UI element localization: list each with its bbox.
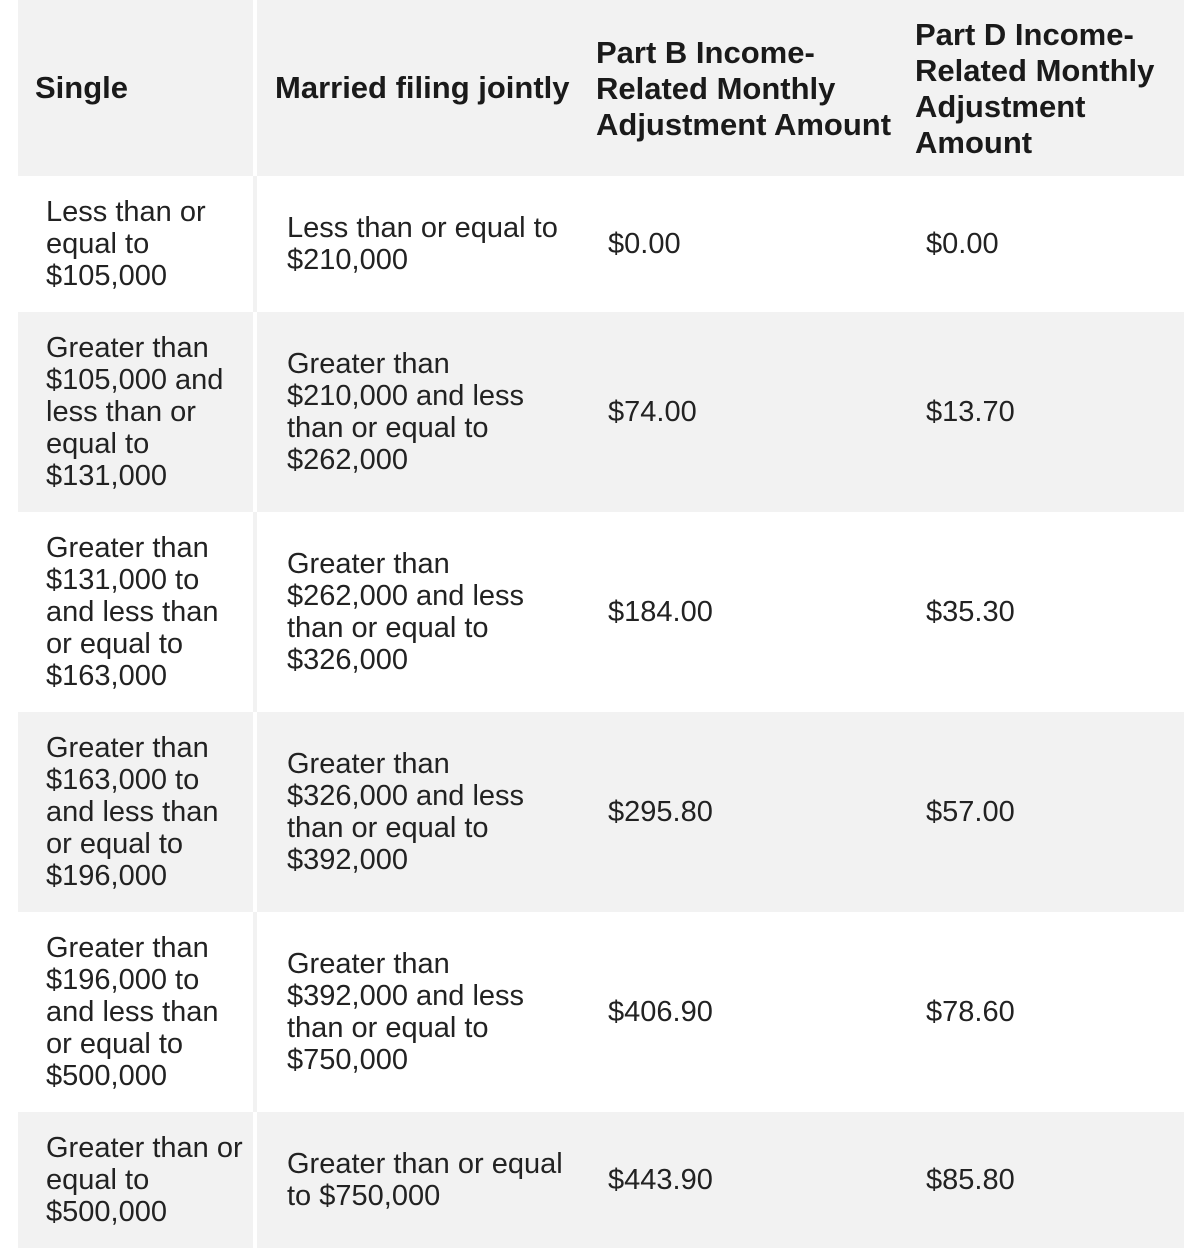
header-part-b-irmaa: Part B Income-Related Monthly Adjustment Amount [578,0,896,176]
cell-part-d-amount: $0.00 [896,176,1184,312]
cell-married-filing-jointly: Greater than or equal to $750,000 [255,1112,578,1248]
cell-single: Greater than or equal to $500,000 [18,1112,255,1248]
header-row [18,0,1184,176]
table-row [18,512,1184,712]
cell-single: Greater than $105,000 and less than or equal to $131,000 [18,312,255,512]
cell-married-filing-jointly: Less than or equal to $210,000 [255,176,578,312]
table-header [18,0,1184,176]
cell-married-filing-jointly: Greater than $210,000 and less than or equal to $262,000 [255,312,578,512]
cell-single: Greater than $131,000 to and less than or equal to $163,000 [18,512,255,712]
table-body [18,176,1184,1248]
cell-married-filing-jointly: Greater than $326,000 and less than or equal to $392,000 [255,712,578,912]
cell-part-d-amount: $35.30 [896,512,1184,712]
cell-part-b-amount: $406.90 [578,912,896,1112]
cell-single: Greater than $196,000 to and less than or equal to $500,000 [18,912,255,1112]
header-married-filing-jointly: Married filing jointly [255,0,578,176]
table-row [18,1112,1184,1248]
cell-part-b-amount: $295.80 [578,712,896,912]
cell-part-b-amount: $74.00 [578,312,896,512]
cell-married-filing-jointly: Greater than $262,000 and less than or equal to $326,000 [255,512,578,712]
cell-single: Greater than $163,000 to and less than or equal to $196,000 [18,712,255,912]
irmaa-table-container [18,0,1184,1248]
table-row [18,912,1184,1112]
cell-part-d-amount: $85.80 [896,1112,1184,1248]
header-single: Single [18,0,255,176]
cell-part-d-amount: $13.70 [896,312,1184,512]
header-part-d-irmaa: Part D Income-Related Monthly Adjustment Amount [896,0,1184,176]
table-row [18,312,1184,512]
cell-part-b-amount: $184.00 [578,512,896,712]
table-row [18,712,1184,912]
cell-part-b-amount: $443.90 [578,1112,896,1248]
table-row [18,176,1184,312]
cell-part-b-amount: $0.00 [578,176,896,312]
cell-single: Less than or equal to $105,000 [18,176,255,312]
cell-part-d-amount: $57.00 [896,712,1184,912]
cell-part-d-amount: $78.60 [896,912,1184,1112]
cell-married-filing-jointly: Greater than $392,000 and less than or equal to $750,000 [255,912,578,1112]
irmaa-table [18,0,1184,1248]
